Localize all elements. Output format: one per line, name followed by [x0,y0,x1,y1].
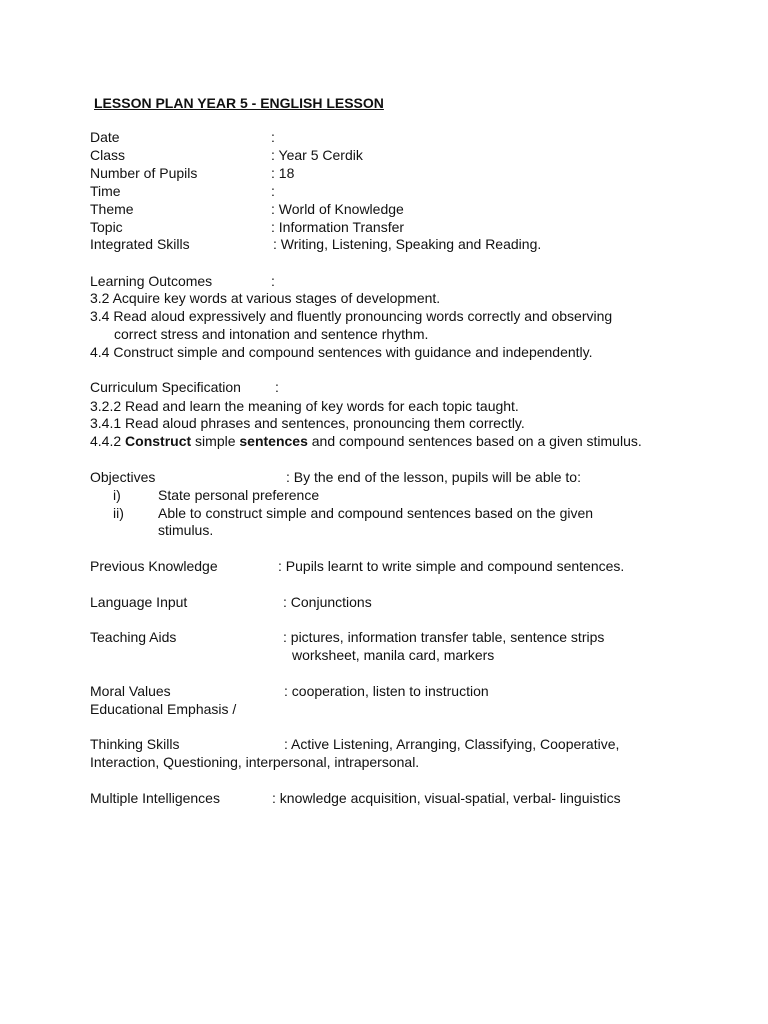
date-label: Date [90,129,120,145]
teaching-aids-value: : pictures, information transfer table, sentence strips [283,629,605,645]
class-value: : Year 5 Cerdik [271,147,363,163]
topic-value: : Information Transfer [271,219,405,235]
curriculum-item: 3.2.2 Read and learn the meaning of key words for each topic taught. [90,398,519,414]
topic-label: Topic [90,219,123,235]
language-input-value: : Conjunctions [283,594,372,610]
learning-outcome-item: 3.4 Read aloud expressively and fluently pronouncing words correctly and observing [90,308,613,324]
previous-knowledge-value: : Pupils learnt to write simple and compound sentences. [278,558,625,574]
skills-value: : Writing, Listening, Speaking and Reading. [273,236,542,252]
curriculum-mid: simple [191,433,240,449]
time-value: : [271,183,275,199]
moral-values-label: Moral Values [90,683,171,699]
class-label: Class [90,147,126,163]
learning-outcome-item: 3.2 Acquire key words at various stages of development. [90,290,441,306]
thinking-skills-label: Thinking Skills [90,736,180,752]
theme-value: : World of Knowledge [271,201,404,217]
pupils-label: Number of Pupils [90,165,198,181]
objective-number: ii) [113,505,124,521]
language-input-label: Language Input [90,594,188,610]
thinking-skills-continuation: Interaction, Questioning, interpersonal, intrapersonal. [90,754,420,770]
learning-outcome-continuation: correct stress and intonation and sentence rhythm. [114,326,429,342]
multiple-intelligences-label: Multiple Intelligences [90,790,220,806]
objectives-value: : By the end of the lesson, pupils will be able to: [286,469,581,485]
thinking-skills-value: : Active Listening, Arranging, Classifying, Cooperative, [284,736,620,752]
curriculum-prefix: 4.4.2 [90,433,126,449]
objective-continuation: stimulus. [158,522,214,538]
date-value: : [271,129,275,145]
time-label: Time [90,183,121,199]
curriculum-item: 3.4.1 Read aloud phrases and sentences, pronouncing them correctly. [90,415,525,431]
teaching-aids-continuation: worksheet, manila card, markers [292,647,495,663]
bold-word-construct: Construct [125,433,192,449]
learning-outcomes-label: Learning Outcomes [90,273,213,289]
objective-number: i) [113,487,121,503]
curriculum-suffix: and compound sentences based on a given stimulus. [307,433,642,449]
teaching-aids-label: Teaching Aids [90,629,177,645]
objective-text: State personal preference [158,487,320,503]
curriculum-colon: : [275,379,279,395]
document-title: LESSON PLAN YEAR 5 - ENGLISH LESSON [94,95,384,111]
objective-text: Able to construct simple and compound sentences based on the given [158,505,594,521]
pupils-value: : 18 [271,165,295,181]
skills-label: Integrated Skills [90,236,190,252]
multiple-intelligences-value: : knowledge acquisition, visual-spatial, verbal- linguistics [272,790,621,806]
learning-outcomes-colon: : [271,273,275,289]
curriculum-label: Curriculum Specification [90,379,241,395]
objectives-label: Objectives [90,469,156,485]
theme-label: Theme [90,201,134,217]
moral-values-value: : cooperation, listen to instruction [284,683,489,699]
curriculum-item-bold [90,432,642,450]
bold-word-sentences: sentences [239,433,308,449]
learning-outcome-item: 4.4 Construct simple and compound sentences with guidance and independently. [90,344,593,360]
educational-emphasis-label: Educational Emphasis / [90,701,237,717]
previous-knowledge-label: Previous Knowledge [90,558,218,574]
